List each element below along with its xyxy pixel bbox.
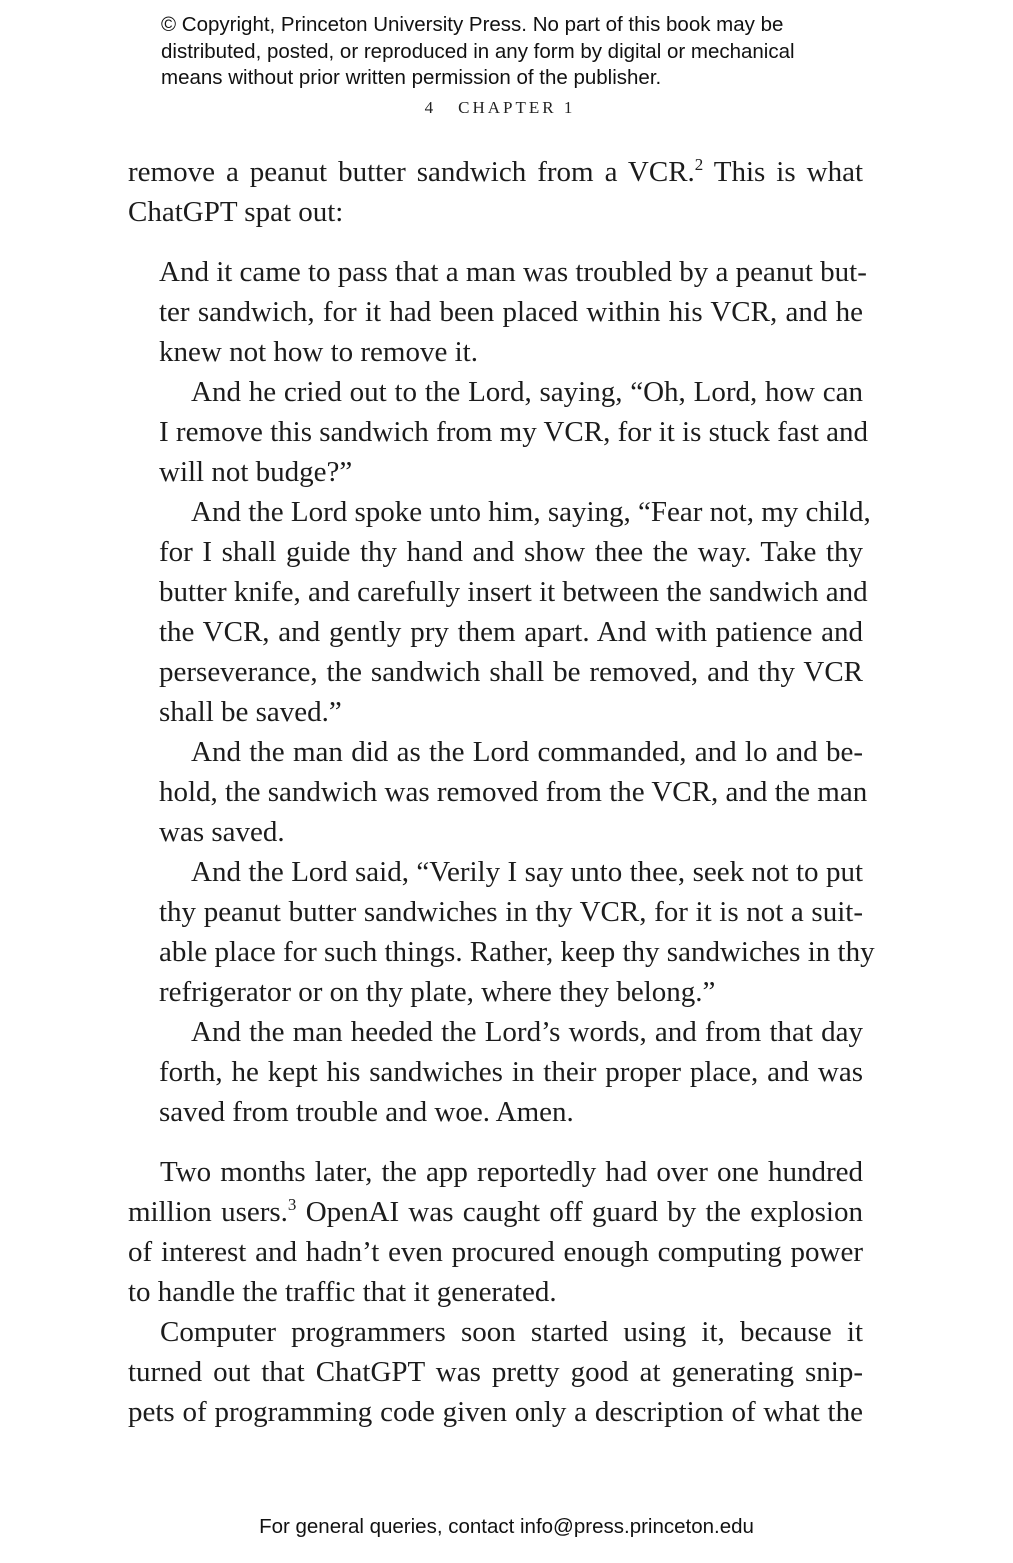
body-line: Computer programmers soon started using it, because it xyxy=(160,1316,863,1348)
body-line: million users.$^3$ OpenAI was caught off guard by the explosion xyxy=(128,1195,863,1228)
quote-line: hold, the sandwich was removed from the VCR, and the man xyxy=(159,776,868,808)
body-line: to handle the traffic that it generated. xyxy=(128,1276,557,1308)
quote-line: And the man heeded the Lord’s words, and from that day xyxy=(191,1016,863,1048)
block-quote xyxy=(159,252,875,1132)
quote-line: And the Lord spoke unto him, saying, “Fear not, my child, xyxy=(191,496,871,528)
quote-line: thy peanut butter sandwiches in thy VCR, for it is not a suit- xyxy=(159,896,863,928)
body-line: remove a peanut butter sandwich from a VCR.$^2$ This is what xyxy=(128,155,863,188)
page-number: 4 xyxy=(424,98,437,117)
quote-line: for I shall guide thy hand and show thee the way. Take thy xyxy=(159,536,863,568)
quote-line: And the Lord said, “Verily I say unto thee, seek not to put xyxy=(191,856,863,888)
copyright-line: © Copyright, Princeton University Press. No part of this book may be xyxy=(161,13,784,36)
quote-line: And he cried out to the Lord, saying, “Oh, Lord, how can xyxy=(191,376,863,408)
quote-line: saved from trouble and woe. Amen. xyxy=(159,1096,574,1128)
running-head xyxy=(0,98,1000,118)
quote-line: will not budge?” xyxy=(159,456,353,488)
quote-line: ter sandwich, for it had been placed within his VCR, and he xyxy=(159,296,863,328)
copyright-line: distributed, posted, or reproduced in any form by digital or mechanical xyxy=(161,39,795,63)
quote-line: was saved. xyxy=(159,816,285,848)
quote-line: the VCR, and gently pry them apart. And with patience and xyxy=(159,616,863,648)
body-line: pets of programming code given only a description of what the xyxy=(128,1396,863,1428)
footnote-ref: 3 xyxy=(287,1195,297,1214)
quote-line: And the man did as the Lord commanded, and lo and be- xyxy=(191,736,863,768)
quote-line: I remove this sandwich from my VCR, for it is stuck fast and xyxy=(159,416,869,448)
quote-line: shall be saved.” xyxy=(159,696,342,728)
body-paragraphs xyxy=(128,1152,863,1432)
footer-contact: For general queries, contact info@press.princeton.edu xyxy=(259,1515,754,1538)
copyright-line: means without prior written permission of the publisher. xyxy=(161,66,662,89)
copyright-notice xyxy=(161,12,901,92)
quote-line: forth, he kept his sandwiches in their proper place, and was xyxy=(159,1056,863,1088)
quote-line: knew not how to remove it. xyxy=(159,336,478,368)
chapter-label: CHAPTER 1 xyxy=(458,98,576,117)
intro-paragraph xyxy=(128,152,863,232)
body-line: Two months later, the app reportedly had over one hundred xyxy=(160,1156,863,1188)
body-line: turned out that ChatGPT was pretty good at generating snip- xyxy=(128,1356,863,1388)
quote-line: And it came to pass that a man was troubled by a peanut but- xyxy=(159,256,867,288)
body-line: ChatGPT spat out: xyxy=(128,196,344,228)
quote-line: refrigerator or on thy plate, where they belong.” xyxy=(159,976,716,1008)
footnote-ref: 2 xyxy=(694,155,704,174)
quote-line: perseverance, the sandwich shall be removed, and thy VCR xyxy=(159,656,863,688)
quote-line: able place for such things. Rather, keep thy sandwiches in thy xyxy=(159,936,875,968)
body-line: of interest and hadn’t even procured enough computing power xyxy=(128,1236,863,1268)
quote-line: butter knife, and carefully insert it between the sandwich and xyxy=(159,576,868,608)
